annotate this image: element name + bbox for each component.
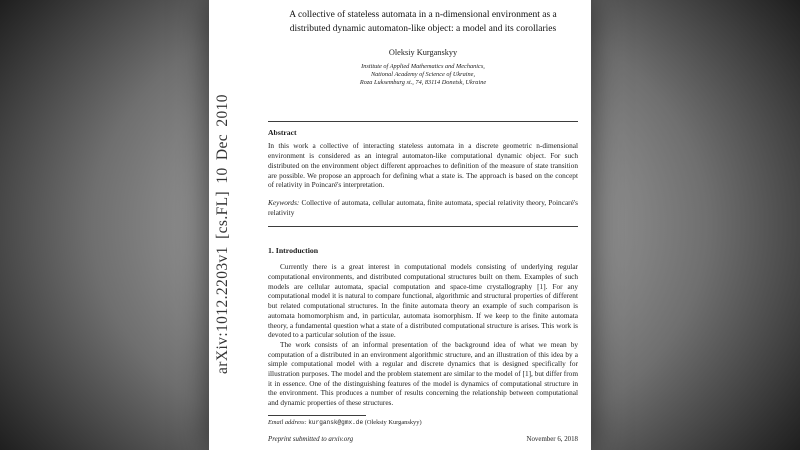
abstract-text: In this work a collective of interacting stateless automata in a discrete geometric n-dimensional environment is considered as an integral automaton-like computational dynamic object. For such distributed on the environment object different approaches to definition of the measure of state transition are possible. We propose an approach for defining what a state is. The approach is based on the concept of relativity in Poincaré's interpretation. (268, 141, 578, 190)
affiliation-line: Roza Luksemburg st., 74, 83114 Donetsk, Ukraine (359, 79, 487, 87)
affiliation-line: National Academy of Science of Ukraine, (370, 70, 476, 78)
keywords-label: Keywords: (268, 197, 300, 207)
footer-right: November 6, 2018 (526, 436, 578, 443)
footer (268, 436, 578, 445)
footnote (268, 419, 578, 426)
abstract-rule-top (268, 121, 578, 122)
paper-page (209, 0, 591, 450)
page-footer-area (268, 415, 578, 445)
affiliation (268, 63, 578, 88)
page-content (209, 0, 591, 450)
abstract-heading: Abstract (268, 128, 297, 138)
author-name: Oleksiy Kurganskyy (388, 47, 458, 57)
affiliation-line: Institute of Applied Mathematics and Mechanics, (361, 62, 485, 70)
section-heading: 1. Introduction (268, 246, 319, 256)
paragraph: The work consists of an informal presentation of the background idea of what we mean by computation of a distributed in an environment algorithmic structure, and an illustration of this idea by a simple computational model with a regular and discrete dynamics that is designed specifically for illustration purposes. The model and the problem statement are similar to the model of [1], but differ from it in essence. One of the distinguishing features of the model is dynamics of computational structure in the environment. This produces a number of results concerning the relationship between computational and dynamic properties of these structures. (268, 339, 578, 408)
paragraph: Currently there is a great interest in computational models consisting of underlying regular computational environments, and distributed computational structures built on them. Examples of such models are cellular automata, spacial computation and space-time crystallography [1]. For any computational model it is natural to compare functional, algorithmic and structural properties of different but related computational structures. In the finite automata theory an example of such comparison is automata homomorphism and, in particular, automata isomorphism. If we keep to the finite automata theory, a fundamental question what a state of a distributed computational structure is arises. This work is devoted to a particular solution of the issue. (268, 262, 578, 340)
paper-title: A collective of stateless automata in a n-dimensional environment as a distributed dynamic automaton-like object: a model and its corollaries (289, 10, 557, 34)
keywords-text: Collective of automata, cellular automata, finite automata, special relativity theory, Poincaré's relativity (268, 197, 579, 217)
abstract-rule-bottom (268, 226, 578, 227)
footer-left: Preprint submitted to arxiv.org (268, 436, 354, 443)
keywords (268, 198, 578, 217)
email-label: Email address: (268, 419, 307, 426)
email-suffix: (Oleksiy Kurganskyy) (364, 419, 422, 426)
email-address: kurgansk@gmx.de (308, 419, 364, 426)
arxiv-stamp: arXiv:1012.2203v1 [cs.FL] 10 Dec 2010 (214, 94, 231, 374)
footnote-rule (268, 415, 366, 416)
